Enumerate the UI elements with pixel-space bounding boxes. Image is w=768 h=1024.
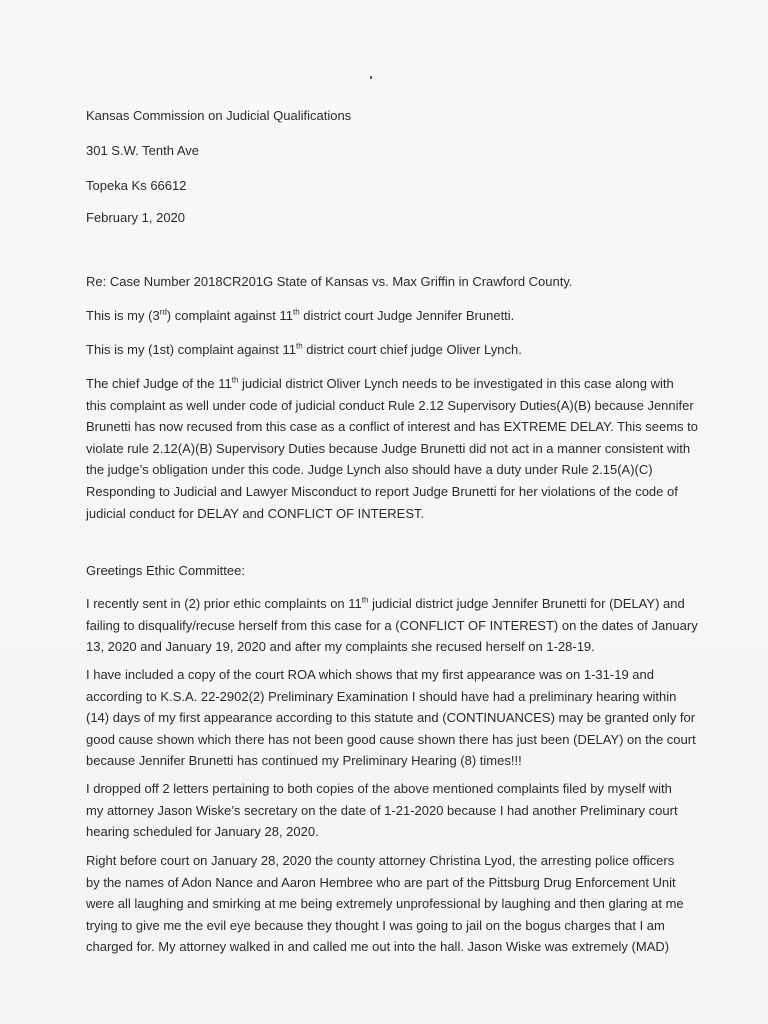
text-line: Right before court on January 28, 2020 the county attorney Christina Lyod, the arresting police officers: [86, 853, 675, 868]
complaint-line-brunetti: This is my (3rd) complaint against 11th district court Judge Jennifer Brunetti.: [86, 307, 515, 323]
text-line: my attorney Jason Wiske’s secretary on the date of 1-21-2020 because I had another Preliminary court: [86, 802, 678, 818]
text-line: Brunetti has now recused from this case as a conflict of interest and has EXTREME DELAY. This seems to: [86, 419, 699, 435]
text-line: I have included a copy of the court ROA which shows that my first appearance was on 1-31-19 and: [86, 667, 654, 682]
text-line: Responding to Judicial and Lawyer Misconduct to report Judge Brunetti for her violations of the code of: [86, 483, 678, 499]
recipient-street: 301 S.W. Tenth Ave: [86, 143, 199, 158]
text-line: the judge’s obligation under this code. Judge Lynch also should have a duty under Rule 2.15(A)(C): [86, 462, 653, 478]
text-line: The chief Judge of the 11th judicial district Oliver Lynch needs to be investigated in this case along with: [86, 375, 674, 391]
text-line: according to K.S.A. 22-2902(2) Preliminary Examination I should have had a preliminary hearing within: [86, 688, 677, 704]
text-line: this complaint as well under code of judicial conduct Rule 2.12 Supervisory Duties(A)(B) because Jennifer: [86, 397, 694, 413]
text-line: judicial conduct for DELAY and CONFLICT OF INTEREST.: [86, 505, 425, 521]
text-line: were all laughing and smirking at me being extremely unprofessional by laughing and then glaring at me: [86, 896, 684, 912]
complaint-line-lynch: This is my (1st) complaint against 11th district court chief judge Oliver Lynch.: [86, 341, 522, 357]
text-line: charged for. My attorney walked in and called me out into the hall. Jason Wiske was extremely (MAD): [86, 939, 670, 955]
text-line: violate rule 2.12(A)(B) Supervisory Duties because Judge Brunetti did not act in a manner consistent with: [86, 440, 691, 456]
paragraph-chief-judge: [86, 373, 706, 524]
paragraph-letters-dropped: [86, 778, 706, 843]
greeting: Greetings Ethic Committee:: [86, 563, 245, 578]
text-line: I recently sent in (2) prior ethic complaints on 11th judicial district judge Jennifer Brunetti for (DELAY) and: [86, 595, 685, 611]
text-line: 13, 2020 and January 19, 2020 and after my complaints she recused herself on 1-28-19.: [86, 639, 595, 655]
recipient-city: Topeka Ks 66612: [86, 178, 187, 193]
paragraph-court-roa: [86, 664, 706, 772]
text-line: because Jennifer Brunetti has continued my Preliminary Hearing (8) times!!!: [86, 753, 522, 769]
text-line: (14) days of my first appearance according to this statute and (CONTINUANCES) may be granted only for: [86, 710, 696, 726]
paragraph-court-day: [86, 850, 706, 958]
text-line: trying to give me the evil eye because they thought I was going to jail on the bogus charges that I am: [86, 917, 665, 933]
text-line: hearing scheduled for January 28, 2020.: [86, 824, 319, 840]
paragraph-prior-complaints: [86, 593, 706, 658]
text-line: good cause shown which there has not been good cause shown there has just been (DELAY) on the court: [86, 731, 696, 747]
recipient-name: Kansas Commission on Judicial Qualifications: [86, 108, 352, 123]
re-line: Re: Case Number 2018CR201G State of Kansas vs. Max Griffin in Crawford County.: [86, 274, 573, 289]
letter-date: February 1, 2020: [86, 210, 186, 225]
scan-speck: [370, 76, 372, 79]
text-line: I dropped off 2 letters pertaining to both copies of the above mentioned complaints filed by myself with: [86, 781, 672, 796]
text-line: failing to disqualify/recuse herself from this case for a (CONFLICT OF INTEREST) on the dates of January: [86, 617, 698, 633]
text-line: by the names of Adon Nance and Aaron Hembree who are part of the Pittsburg Drug Enforcement Unit: [86, 874, 676, 890]
